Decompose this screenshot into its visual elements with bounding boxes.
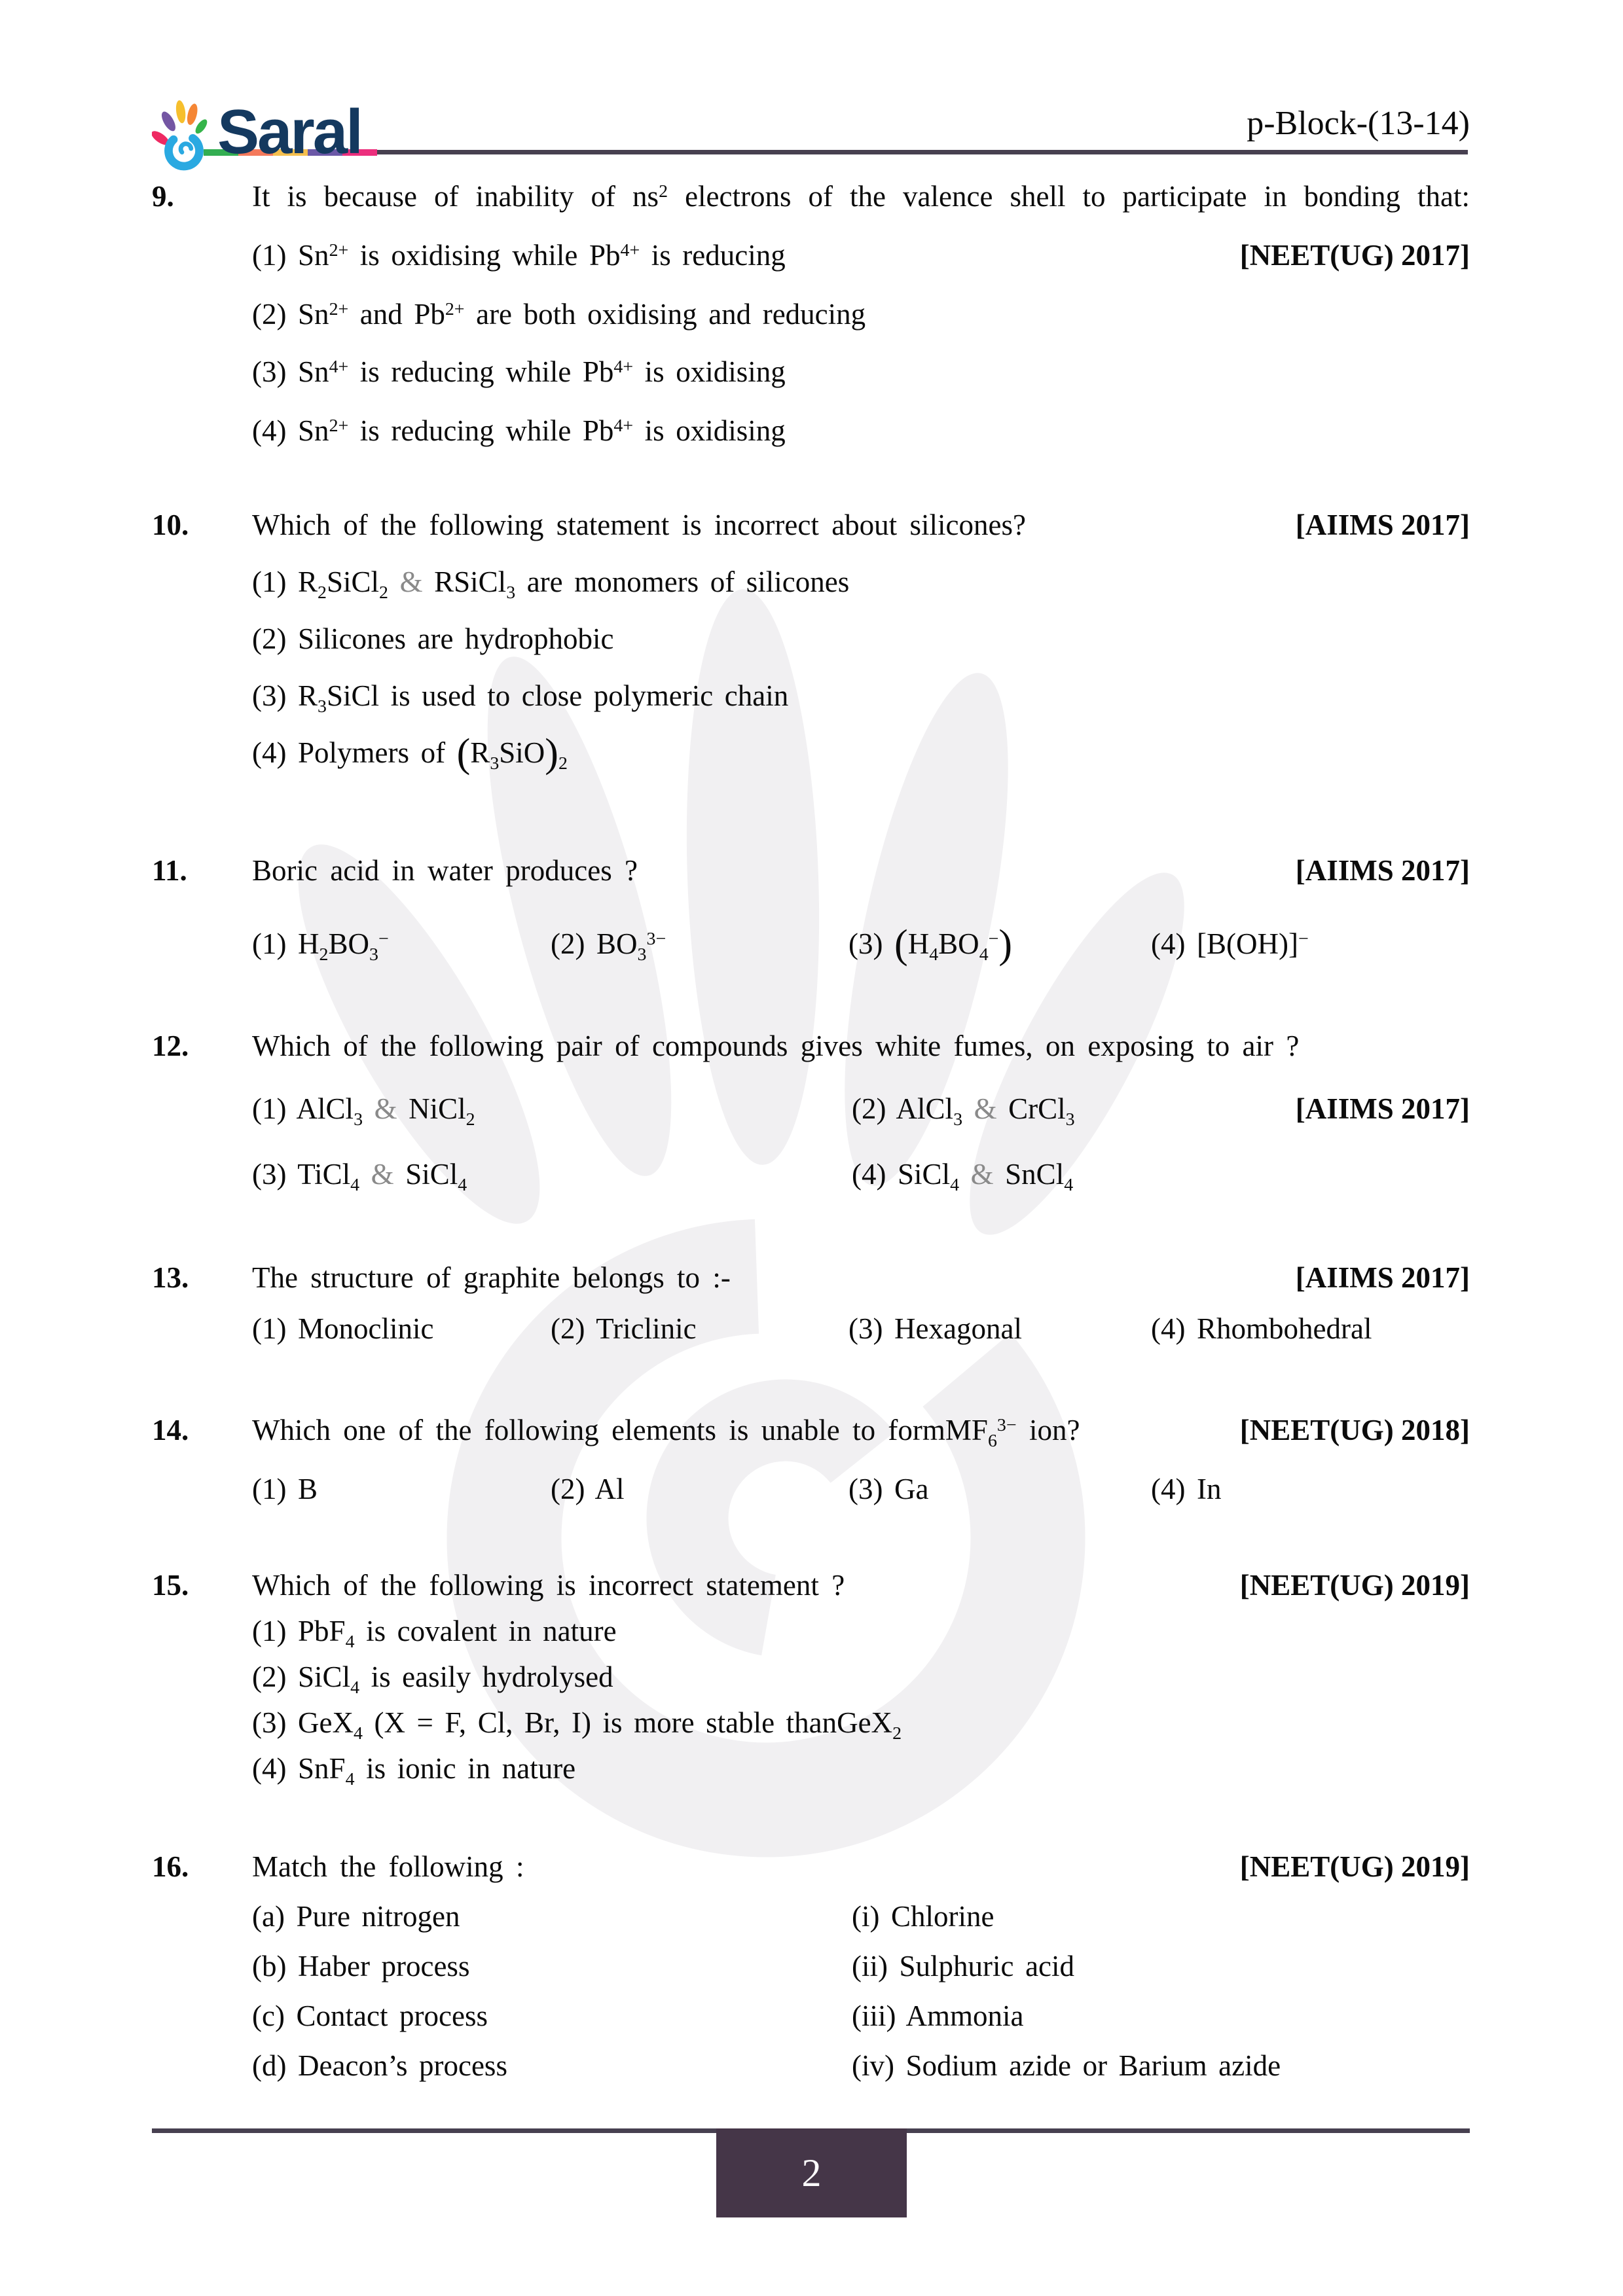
option-2: (2) $Sn^{2+}$ and $Pb^{2+}$ are both oxidising and reducing (252, 298, 866, 331)
match-item-iv: (iv) Sodium azide or Barium azide (852, 2049, 1281, 2082)
option-1: (1) PbF$_4$ is covalent in nature (252, 1615, 617, 1652)
option-1: (1) AlCl$_3$ & NiCl$_2$ (252, 1092, 475, 1130)
match-item-iii: (iii) Ammonia (852, 2000, 1024, 2032)
question-10 (152, 505, 1470, 776)
question-16 (152, 1847, 1470, 2085)
question-12 (152, 1026, 1470, 1194)
option-3: (3) $(H_4BO_4^-)$ (848, 922, 1013, 967)
question-stem: Which one of the following elements is unable to formMF$_6^{3-}$ ion? (252, 1414, 1080, 1451)
rule-bar (377, 150, 1468, 154)
question-number: 11. (152, 854, 187, 887)
question-number: 12. (152, 1030, 189, 1062)
option-4: (4) In (1151, 1473, 1222, 1505)
question-stem: The structure of graphite belongs to :- (252, 1261, 731, 1294)
question-13 (152, 1258, 1470, 1348)
question-stem: Which of the following is incorrect statement ? (252, 1569, 845, 1602)
option-4: (4) [B(OH)]− (1151, 927, 1309, 960)
option-3: (3) Ga (848, 1473, 929, 1505)
match-item-a: (a) Pure nitrogen (252, 1900, 460, 1933)
question-15 (152, 1566, 1470, 1788)
option-2: (2) $BO_3^{3-}$ (551, 927, 666, 965)
match-item-c: (c) Contact process (252, 2000, 488, 2032)
option-3: (3) TiCl$_4$ & SiCl$_4$ (252, 1158, 467, 1195)
question-tag: [AIIMS 2017] (1295, 509, 1470, 541)
option-1: (1) $Sn^{2+}$ is oxidising while $Pb^{4+}$ is reducing (252, 239, 786, 272)
question-tag: [NEET(UG) 2018] (1239, 1414, 1470, 1446)
brand-logo (152, 96, 361, 174)
match-item-b: (b) Haber process (252, 1950, 470, 1982)
doc-code: p-Block-(13-14) (1247, 105, 1470, 142)
option-1: (1) B (252, 1473, 318, 1505)
question-11 (152, 851, 1470, 967)
question-tag: [NEET(UG) 2019] (1239, 1569, 1470, 1602)
question-14 (152, 1410, 1470, 1509)
question-number: 9. (152, 180, 174, 213)
option-4: (4) Rhombohedral (1151, 1312, 1372, 1345)
option-3: (3) Hexagonal (848, 1312, 1022, 1345)
question-stem: Which of the following statement is incorrect about silicones? (252, 509, 1026, 541)
question-number: 10. (152, 509, 189, 541)
option-4: (4) $Sn^{2+}$ is reducing while $Pb^{4+}$ is oxidising (252, 414, 786, 447)
header-rule (204, 149, 1468, 156)
option-4: (4) SiCl$_4$ & SnCl$_4$ (852, 1158, 1074, 1195)
question-stem: It is because of inability of $ns^2$ electrons of the valence shell to participate in bonding that: (252, 180, 1470, 213)
question-tag: [NEET(UG) 2017] (1239, 239, 1470, 272)
question-stem: Which of the following pair of compounds gives white fumes, on exposing to air ? (252, 1030, 1300, 1062)
option-4: (4) SnF$_4$ is ionic in nature (252, 1752, 576, 1789)
option-2: (2) AlCl$_3$ & CrCl$_3$ (852, 1092, 1075, 1130)
option-3: (3) $R_3SiCl$ is used to close polymeric chain (252, 679, 789, 717)
question-tag: [AIIMS 2017] (1295, 1261, 1470, 1294)
option-2: (2) SiCl$_4$ is easily hydrolysed (252, 1660, 613, 1698)
question-tag: [AIIMS 2017] (1295, 854, 1470, 887)
option-3: (3) GeX$_4$ (X = F, Cl, Br, I) is more stable thanGeX$_2$ (252, 1706, 902, 1744)
question-9 (152, 177, 1470, 450)
option-3: (3) $Sn^{4+}$ is reducing while $Pb^{4+}$ is oxidising (252, 355, 786, 388)
option-1: (1) $R_2SiCl_2$ & RSiCl$_3$ are monomers of silicones (252, 565, 850, 603)
match-item-d: (d) Deacon’s process (252, 2049, 507, 2082)
question-stem: Boric acid in water produces ? (252, 854, 638, 887)
question-tag: [NEET(UG) 2019] (1239, 1850, 1470, 1883)
brand-wordmark: Saral (217, 97, 361, 167)
question-number: 14. (152, 1414, 189, 1446)
option-1: (1) $H_2BO_3^-$ (252, 927, 389, 965)
match-item-i: (i) Chlorine (852, 1900, 994, 1933)
option-2: (2) Triclinic (551, 1312, 697, 1345)
page-number-box (716, 2128, 907, 2217)
match-item-ii: (ii) Sulphuric acid (852, 1950, 1075, 1982)
question-number: 13. (152, 1261, 189, 1294)
option-2: (2) Silicones are hydrophobic (252, 622, 614, 655)
esaral-hand-icon (152, 96, 216, 174)
question-stem: Match the following : (252, 1850, 524, 1883)
question-tag: [AIIMS 2017] (1295, 1092, 1470, 1125)
option-4: (4) Polymers of $(R_3SiO)_2$ (252, 731, 568, 776)
question-number: 16. (152, 1850, 189, 1883)
option-2: (2) Al (551, 1473, 625, 1505)
option-1: (1) Monoclinic (252, 1312, 434, 1345)
page-number: 2 (801, 2151, 822, 2195)
question-number: 15. (152, 1569, 189, 1602)
